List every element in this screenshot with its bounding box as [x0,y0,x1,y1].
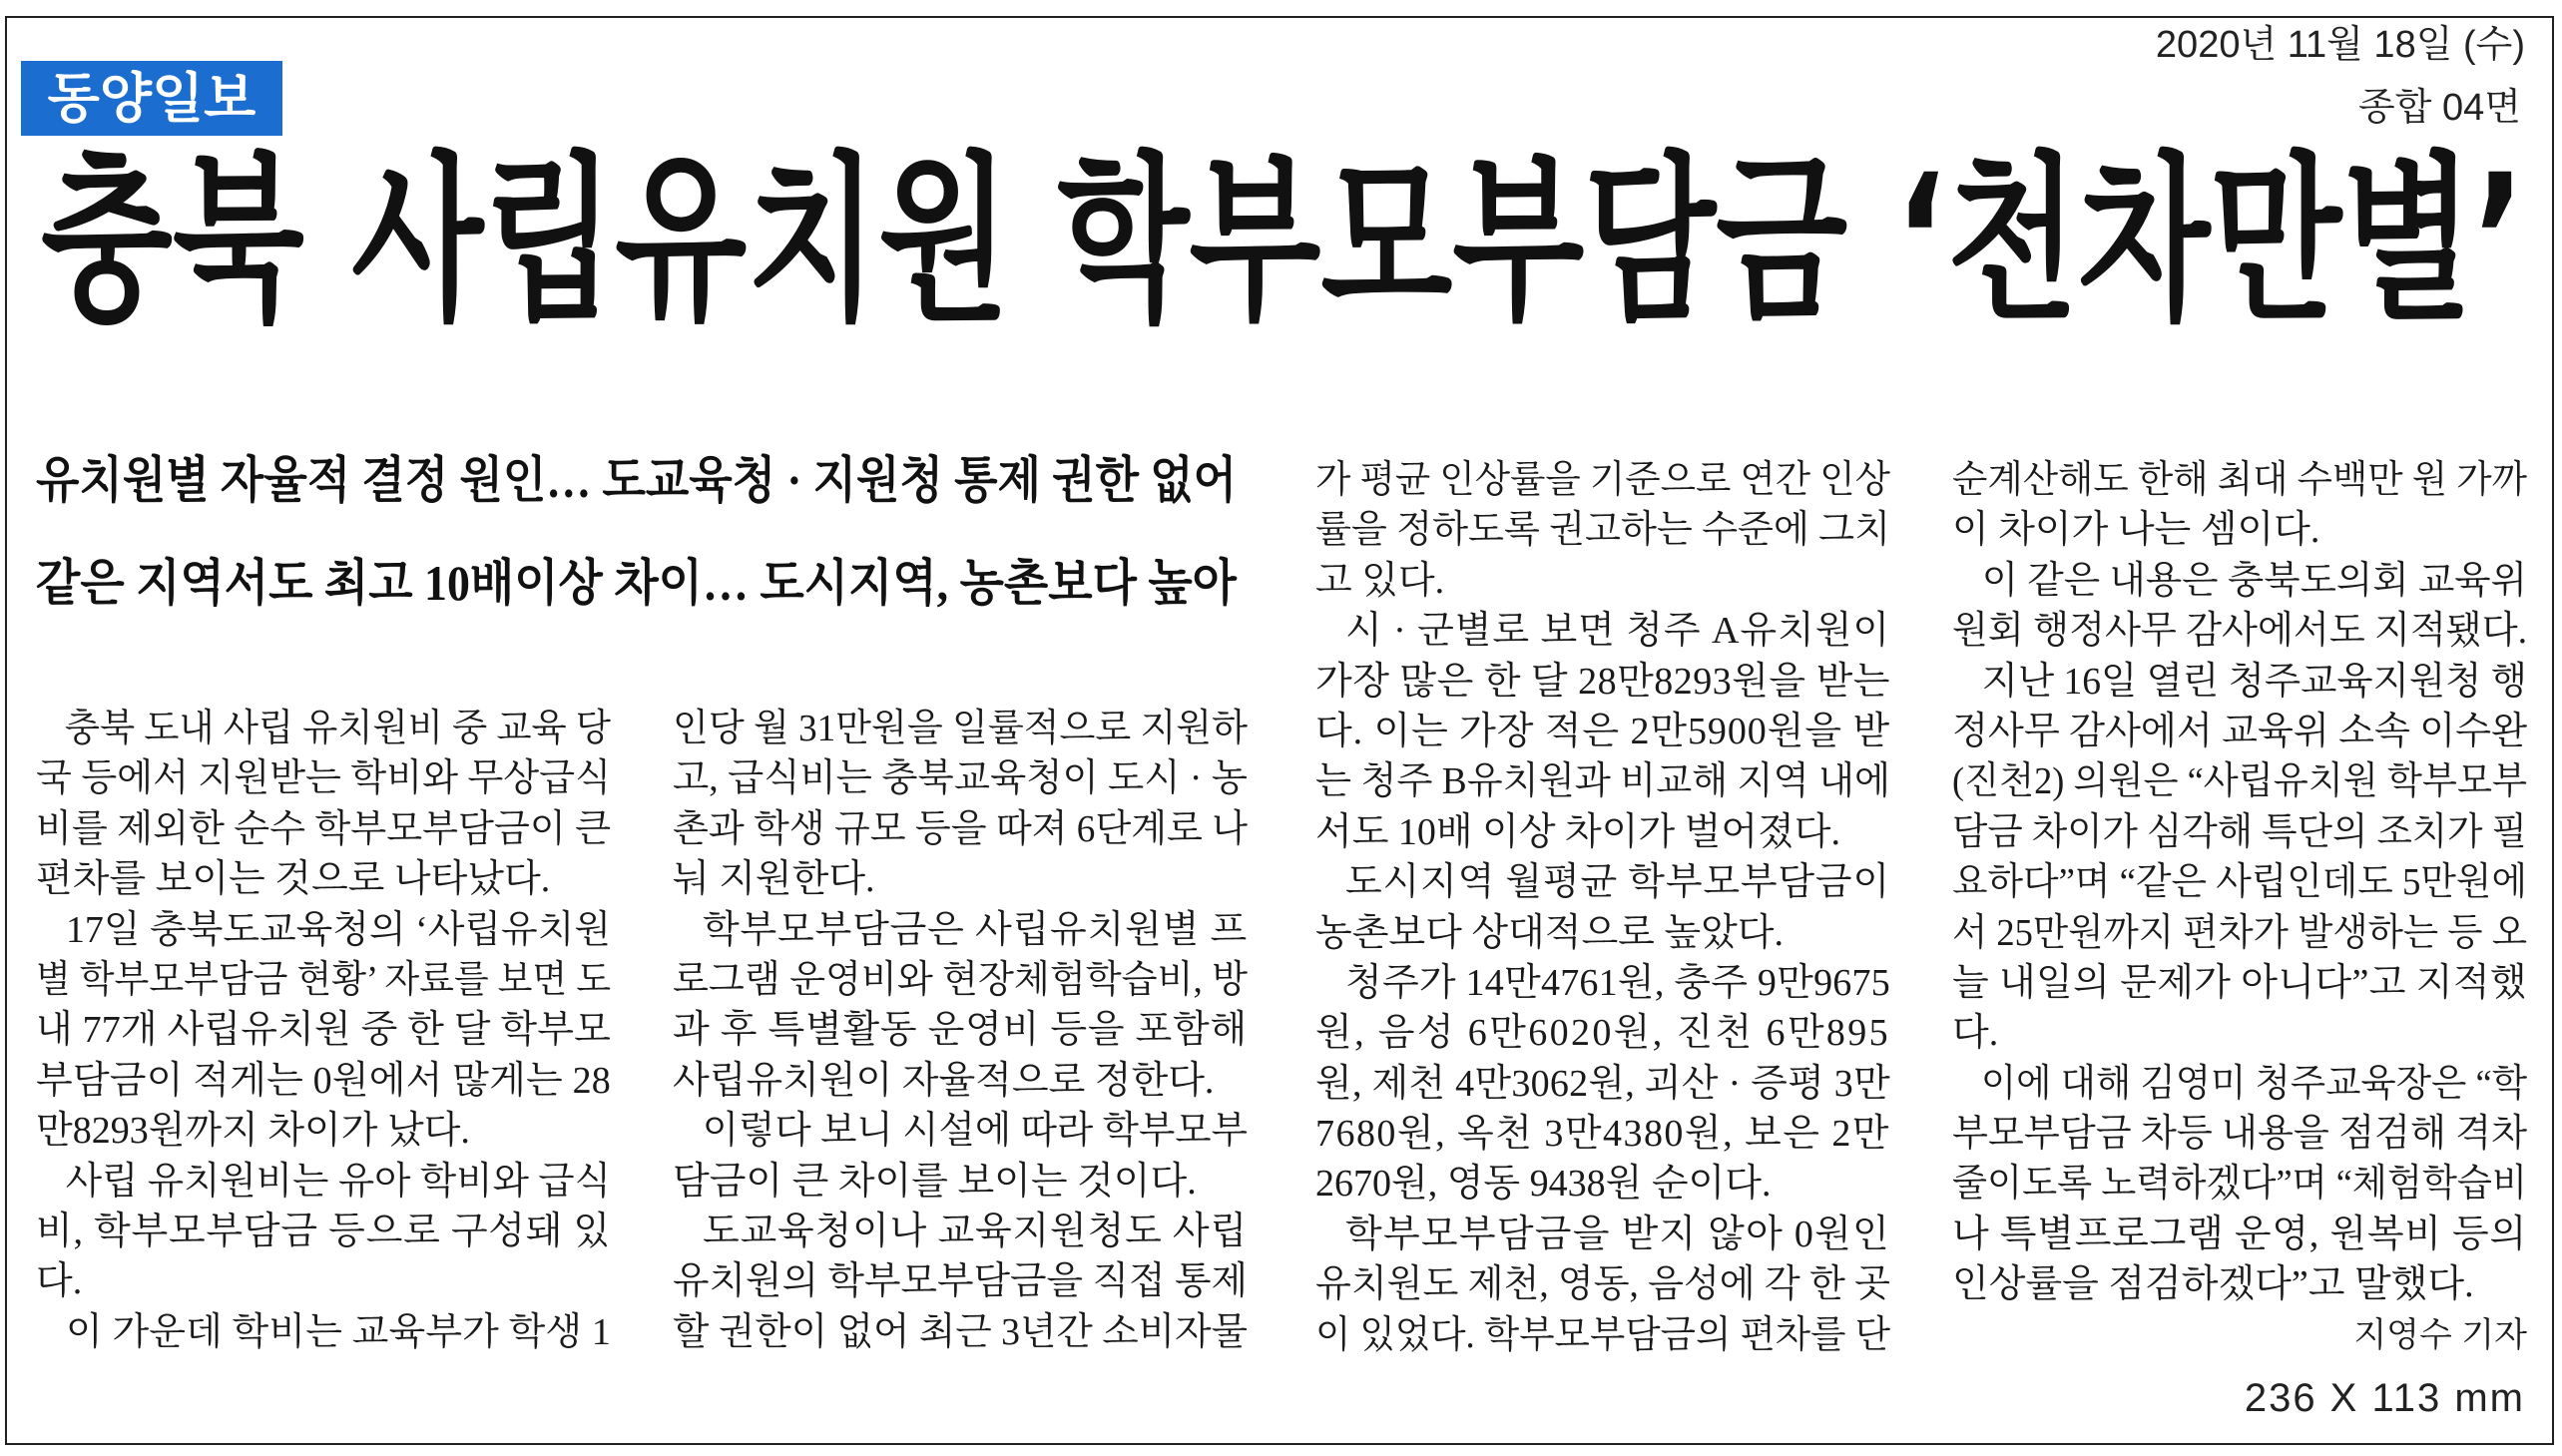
article-line: 고 있다. [1315,559,1445,602]
article-line: 이 차이가 나는 셈이다. [1952,509,2320,552]
article-line: 학부모부담금은 사립유치원별 프 [703,908,1248,951]
article-line: 인상률을 점검하겠다”고 말했다. [1952,1263,2474,1306]
article-line: 별 학부모부담금 현황’ 자료를 보면 도 [36,958,611,1001]
article-line: 로그램 운영비와 현장체험학습비, 방 [673,958,1249,1001]
article-line: 부모부담금 차등 내용을 점검해 격차 [1952,1113,2528,1156]
subheadline: 같은 지역서도 최고 10배이상 차이… 도시지역, 농촌보다 높아 [36,555,1238,611]
article-line: 충북 도내 사립 유치원비 중 교육 당 [64,708,611,749]
article-line: 다. 이는 가장 적은 2만5900원을 받 [1315,710,1890,752]
logo-text: 동양일보 [47,68,256,129]
article-line: 17일 충북도교육청의 ‘사립유치원 [65,908,612,951]
article-line: 다. [36,1260,83,1303]
article-line: 부담금이 적게는 0원에서 많게는 28 [36,1059,611,1102]
article-line: 내 77개 사립유치원 중 한 달 학부모 [36,1009,611,1052]
article-line: 요하다”며 “같은 사립인데도 5만원에 [1952,861,2527,904]
article-line: 가 평균 인상률을 기준으로 연간 인상 [1315,459,1890,501]
article-line: 사립유치원이 자율적으로 정한다. [673,1059,1215,1102]
article-line: 만8293원까지 차이가 났다. [36,1110,470,1153]
subheadline: 유치원별 자율적 결정 원인… 도교육청 · 지원청 통제 권한 없어 [36,452,1238,508]
article-line: 이 같은 내용은 충북도의회 교육위 [1981,559,2527,602]
article-line: 지난 16일 열린 청주교육지원청 행 [1981,660,2527,703]
article-line: 유치원의 학부모부담금을 직접 통제 [673,1260,1248,1303]
article-line: 2670원, 영동 9438원 순이다. [1315,1163,1772,1206]
clip-size-label: 236 X 113 mm [2244,1376,2525,1420]
headline: 충북 사립유치원 학부모부담금 ‘천차만별’ [41,137,2526,345]
article-column [1952,455,2527,1360]
article-line: 눠 지원한다. [673,858,875,901]
article-line: 서도 10배 이상 차이가 벌어졌다. [1315,810,1840,853]
newspaper-logo [21,61,282,136]
article-line: 담금이 큰 차이를 보이는 것이다. [673,1160,1197,1203]
article-line: 담금 차이가 심각해 특단의 조치가 필 [1952,810,2527,853]
article-line: 이 가운데 학비는 교육부가 학생 1 [66,1310,611,1353]
article-line: 정사무 감사에서 교육위 소속 이수완 [1952,710,2528,752]
article-column [36,704,611,1357]
article-column [1315,455,1890,1360]
article-line: 다. [1952,1012,1999,1055]
article-line: 과 후 특별활동 운영비 등을 포함해 [673,1009,1248,1052]
article-line: 이에 대해 김영미 청주교육장은 “학 [1980,1062,2528,1105]
article-line: 이 있었다. 학부모부담금의 편차를 단 [1315,1313,1890,1356]
article-line: 7680원, 옥천 3만4380원, 보은 2만 [1315,1113,1890,1156]
article-line: 도교육청이나 교육지원청도 사립 [703,1210,1248,1252]
article-line: 서 25만원까지 편차가 발생하는 등 오 [1952,911,2527,954]
article-line: 줄이도록 노력하겠다”며 “체험학습비 [1952,1163,2528,1206]
article-line: 이렇다 보니 시설에 따라 학부모부 [702,1110,1248,1153]
byline: 지영수 기자 [2353,1315,2527,1354]
article-line: 촌과 학생 규모 등을 따져 6단계로 나 [673,807,1248,850]
article-line: 도시지역 월평균 학부모부담금이 [1345,861,1890,904]
article-line: 순계산해도 한해 최대 수백만 원 가까 [1952,459,2527,501]
article-line: 농촌보다 상대적으로 높았다. [1315,911,1784,954]
article-line: 유치원도 제천, 영동, 음성에 각 한 곳 [1315,1263,1890,1306]
article-line: 고, 급식비는 충북교육청이 도시 · 농 [673,757,1248,800]
article-line: 비를 제외한 순수 학부모부담금이 큰 [36,807,612,850]
article-line: 원회 행정사무 감사에서도 지적됐다. [1952,610,2528,653]
article-column [673,704,1248,1357]
article-line: 원, 제천 4만3062원, 괴산 · 증평 3만 [1315,1062,1890,1105]
article-line: 시 · 군별로 보면 청주 A유치원이 [1345,610,1890,653]
article-line: 인당 월 31만원을 일률적으로 지원하 [673,708,1248,749]
article-line: 원, 음성 6만6020원, 진천 6만895 [1315,1012,1890,1055]
page-section-label: 종합 04면 [2358,87,2521,129]
article-line: 나 특별프로그램 운영, 원복비 등의 [1952,1213,2527,1255]
article-line: 국 등에서 지원받는 학비와 무상급식 [36,757,612,800]
article-line: 청주가 14만4761원, 충주 9만9675 [1345,961,1891,1004]
article-line: 사립 유치원비는 유아 학비와 급식 [65,1160,611,1203]
article-line: 할 권한이 없어 최근 3년간 소비자물 [673,1310,1249,1353]
article-line: 학부모부담금을 받지 않아 0원인 [1345,1213,1890,1255]
article-line: 는 청주 B유치원과 비교해 지역 내에 [1315,760,1891,803]
article-line: (진천2) 의원은 “사립유치원 학부모부 [1952,760,2528,803]
article-line: 비, 학부모부담금 등으로 구성돼 있 [36,1210,611,1252]
article-line: 가장 많은 한 달 28만8293원을 받는 [1315,660,1891,703]
article-line: 률을 정하도록 권고하는 수준에 그치 [1315,509,1891,552]
article-line: 늘 내일의 문제가 아니다”고 지적했 [1952,961,2527,1004]
article-line: 편차를 보이는 것으로 나타났다. [36,858,551,901]
publication-date: 2020년 11월 18일 (수) [2155,24,2525,66]
